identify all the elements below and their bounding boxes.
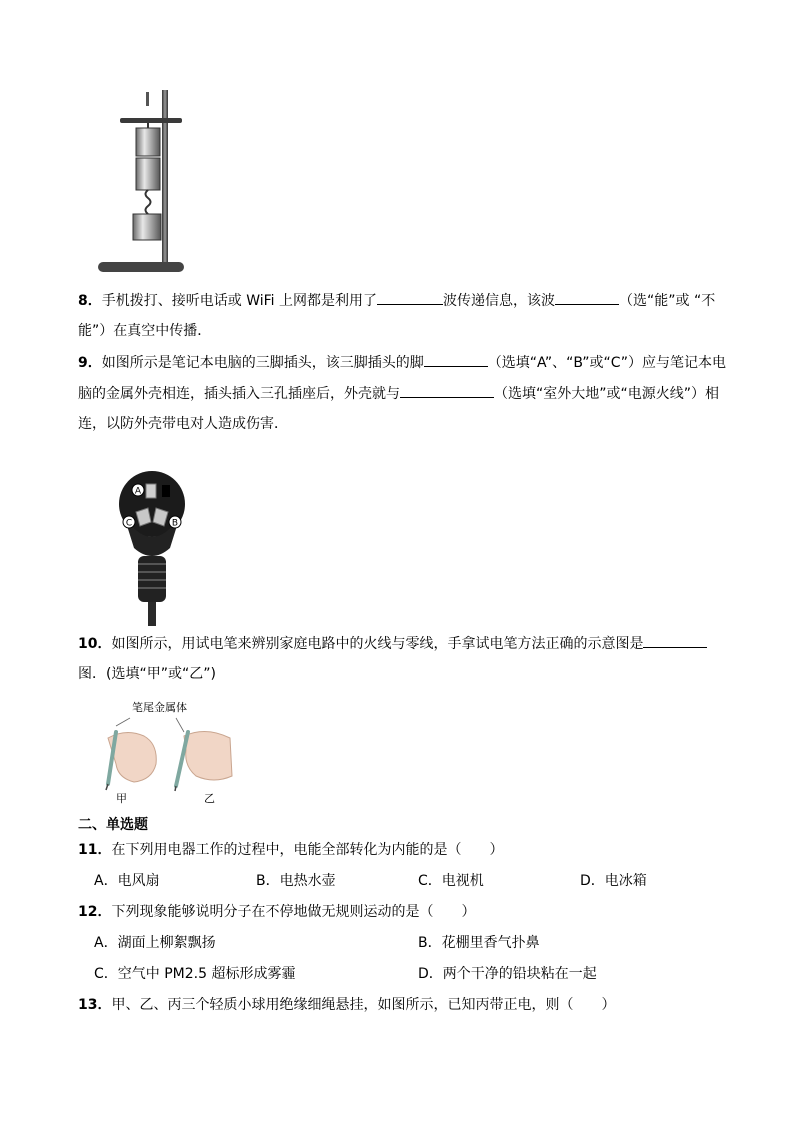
option-d[interactable]: D．两个干净的铅块粘在一起 [418, 966, 597, 982]
answer-blank[interactable] [643, 633, 707, 648]
question-text: 图．(选填“甲”或“乙”) [78, 666, 216, 682]
question-9-line-3 [78, 414, 288, 434]
option-c[interactable]: C．空气中 PM2.5 超标形成雾霾 [94, 966, 296, 982]
question-text: 连，以防外壳带电对人造成伤害． [78, 416, 288, 432]
question-text: 脑的金属外壳相连，插头插入三孔插座后，外壳就与 [78, 386, 400, 402]
three-pin-plug-figure [116, 468, 188, 626]
plug-label-a: A [134, 486, 142, 497]
question-text: 如图所示是笔记本电脑的三脚插头，该三脚插头的脚 [101, 355, 424, 371]
question-8-line-2 [78, 321, 211, 341]
plug-label-c: C [125, 518, 133, 529]
question-text: （选填“室外大地”或“电源火线”）相 [494, 386, 720, 402]
question-9-line-2 [78, 383, 719, 404]
section-title: 二、单选题 [78, 817, 148, 833]
question-number: 10． [78, 636, 112, 652]
option-d[interactable]: D．电冰箱 [580, 873, 647, 889]
question-text: （选填“A”、“B”或“C”）应与笔记本电 [487, 355, 726, 371]
question-number: 13． [78, 997, 112, 1013]
option-b[interactable]: B．花棚里香气扑鼻 [418, 935, 540, 951]
question-9-line-1 [78, 352, 726, 373]
question-text: 波传递信息，该波 [443, 293, 555, 309]
option-b[interactable]: B．电热水壶 [256, 873, 336, 889]
question-number: 11． [78, 842, 112, 858]
question-12 [78, 902, 475, 922]
question-8-line-1 [78, 290, 715, 311]
figure-label-left: 甲 [116, 792, 127, 805]
question-number: 12． [78, 904, 112, 920]
test-pen-figure [96, 714, 236, 792]
stand-weights-figure [96, 88, 186, 274]
question-text: 下列现象能够说明分子在不停地做无规则运动的是（ ） [111, 904, 476, 920]
question-10-line-1 [78, 633, 707, 654]
question-number: 9． [78, 355, 102, 371]
question-10-line-2 [78, 664, 216, 684]
figure-caption: 笔尾金属体 [132, 701, 187, 714]
question-text: 如图所示，用试电笔来辨别家庭电路中的火线与零线，手拿试电笔方法正确的示意图是 [111, 636, 644, 652]
question-number: 8． [78, 293, 102, 309]
option-c[interactable]: C．电视机 [418, 873, 484, 889]
question-text: 手机拨打、接听电话或 WiFi 上网都是利用了 [101, 293, 377, 309]
answer-blank[interactable] [424, 352, 488, 367]
answer-blank[interactable] [555, 290, 619, 305]
plug-label-b: B [171, 518, 179, 529]
question-text: 在下列用电器工作的过程中，电能全部转化为内能的是（ ） [111, 842, 504, 858]
question-13 [78, 995, 615, 1015]
question-text: 能”）在真空中传播． [78, 323, 212, 339]
option-a[interactable]: A．电风扇 [94, 873, 160, 889]
option-a[interactable]: A．湖面上柳絮飘扬 [94, 935, 216, 951]
question-text: （选“能”或 “不 [619, 293, 716, 309]
answer-blank[interactable] [400, 383, 494, 398]
figure-label-right: 乙 [204, 792, 215, 805]
question-text: 甲、乙、丙三个轻质小球用绝缘细绳悬挂，如图所示，已知丙带正电，则（ ） [111, 997, 616, 1013]
answer-blank[interactable] [377, 290, 443, 305]
question-11 [78, 840, 503, 860]
